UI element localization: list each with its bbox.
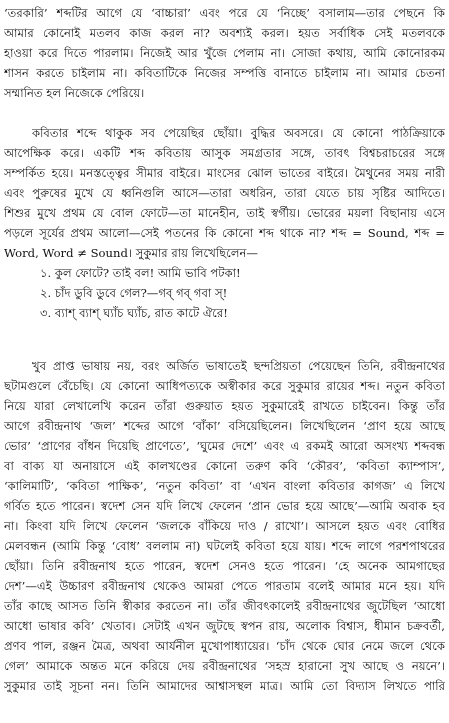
paragraph-2-line-1: কবিতার শব্দে থাকুক সব পেয়েছির ছোঁয়া। বুদ্ধির অবসরে। যে কোনো পাঠক্রিয়াকে — [32, 126, 445, 140]
paragraph-3-line-5: ভোর’ ‘প্রাণের বাঁধন দিয়েছি প্রাণেতে’, ‘ঘুমের দেশে’ এবং এ রকমই আরো অসংখ্য শব্দবন্ধ — [4, 439, 445, 453]
paragraph-2-line-6: পড়লে সূর্যের প্রথম আলো—সেই পতনের কি কোনো শব্দ থাকে না? শব্দ = Sound, শব্দ = — [4, 226, 445, 240]
paragraph-1-line-1: ‘তরকারি’ শব্দটির আগে যে ‘বাচ্চারা’ এবং পরে যে ‘নিচ্ছে’ বসালাম—তার পেছনে কি — [4, 6, 445, 20]
paragraph-2-line-3: সম্পর্কিত হয়ে। মনস্তত্ত্বের সীমার বাইরে। মাংসের ঝোল ভাতের বাইরে। মৈথুনের সময় নারী — [4, 166, 445, 180]
paragraph-3-line-8: গর্বিত হতে পারেন। স্বদেশ সেন যদি লিখে ফেলেন ‘প্রান ভোর হয়ে আছে’—আমি অবাক হব — [4, 499, 445, 513]
paragraph-3-line-2: ছটামগুলে বেঁচেছি। যে কোনো আধিপত্যকে অস্বীকার করে সুকুমার রায়ের শব্দ। নতুন কবিতা — [4, 379, 445, 393]
paragraph-3-line-13: তাঁর কাছে আসত তিনি স্বীকার করতেন না। তাঁর জীবৎকালেই রবীন্দ্রনাথের জুটেছিল ‘আধো — [4, 599, 445, 613]
paragraph-3-line-6: বা বাক্য যা অনায়াসে এই কালখণ্ডের কোনো তরুণ কবি ‘কৌরব’, ‘কবিতা ক্যাম্পাস’, — [4, 459, 445, 473]
paragraph-3-line-10: মেলবন্ধন (আমি কিন্তু ‘বোধ’ বললাম না) ঘটলেই কবিতা হয়ে যায়। শব্দে লাগে পরশপাথরের — [4, 539, 445, 553]
paragraph-3-line-16: গেল’ আমাকে অন্তত মনে করিয়ে দেয় রবীন্দ্রনাথের ‘সহস্র হারানো সুখ আছে ও নয়নে’। — [4, 659, 445, 673]
paragraph-1-line-3: হাওয়া করে দিতে পারলাম। নিজেই আর খুঁজে পেলাম না। সোজা কথায়, আমি কোনোরকম — [4, 46, 445, 60]
list-item-1: ১. কুল ফোটে? তাই বল! আমি ভাবি পটকা! — [40, 266, 241, 280]
paragraph-3-line-9: না। কিংবা যদি লিখে ফেলেন ‘জলকে বাঁকিয়ে দাও / রাখো’। আসলে হয়ত এবং বোধির — [4, 519, 445, 533]
list-item-2: ২. চাঁদ ডুবি ডুবে গেল?—গব্ গব্ গবা স্! — [40, 286, 228, 300]
paragraph-2-line-2: আপেক্ষিক করে। একটি শব্দ কবিতায় আসুক সমগ্রতার সঙ্গে, তাবৎ বিশ্বচরাচরের সঙ্গে — [4, 146, 445, 160]
paragraph-1-line-5: সম্মানিত হল নিজেকে পেরিয়ে। — [4, 86, 145, 100]
document-page — [4, 3, 445, 719]
paragraph-3-line-15: প্রণব পাল, রঞ্জন মৈত্র, অথবা আর্যনীল মুখোপাধ্যায়ের। ‘চাঁদ থেকে ঘোর নেমে জলে থেকে — [4, 639, 445, 653]
paragraph-3-line-12: দেশ’—এই উচ্চারণ রবীন্দ্রনাথ থেকেও আমরা পেতে পারতাম বলেই আমার মনে হয়। যদি — [4, 579, 445, 593]
paragraph-2-line-7: Word, Word ≠ Sound। সুকুমার রায় লিখেছিলেন— — [4, 246, 258, 260]
paragraph-2-line-5: শিশুর মুখে প্রথম যে বোল ফোটে—তা মানেহীন, তাই স্বর্গীয়। ভোরের ময়লা বিছানায় এসে — [4, 206, 445, 220]
paragraph-1-line-4: শাসন করতে চাইলাম না। কবিতাটিকে নিজের সম্পত্তি বানাতে চাইলাম না। আমার চেতনা — [4, 66, 445, 80]
list-item-3: ৩. ব্যাশ্ ব্যাশ্ ঘ্যাঁচ ঘ্যাঁচ, রাত কাটে ঐরে! — [40, 306, 228, 320]
paragraph-3-line-1: খুব প্রাপ্ত ভাষায় নয়, বরং অর্জিত ভাষাতেই ছন্দপ্রিয়তা পেয়েছেন তিনি, রবীন্দ্রনাথের — [32, 359, 445, 373]
paragraph-3-line-11: ছোঁয়া। তিনি রবীন্দ্রনাথ হতে পারেন, স্বদেশ সেনও হতে পারেন। ‘হে অনেক আমগাছের — [4, 559, 445, 573]
paragraph-3-line-7: ‘কালিমাটি’, ‘কবিতা পাক্ষিক’, ‘নতুন কবিতা’ বা ‘এখন বাংলা কবিতার কাগজ’ এ লিখে — [4, 479, 445, 493]
paragraph-3-line-14: আধো ভাষার কবি’ খেতাব। সেটাই এখন জুটছে স্বপন রায়, অলোক বিশ্বাস, ধীমান চক্রবর্তী, — [4, 619, 445, 633]
paragraph-1-line-2: আমার কোনোই মতলব কাজ করল না? অবশ্যই করল। হয়ত সর্বাধিক সেই মতলবকে — [4, 26, 445, 40]
paragraph-2-line-4: এবং পুরুষের মুখে যে ধ্বনিগুলি আসে—তারা অধরিন, তারা যেতে চায় সৃষ্টির আদিতে। — [4, 186, 445, 200]
paragraph-3-line-17: সুকুমার তাই সূচনা নন। তিনি আমাদের আশ্বাসস্থল মাত্র। আমি তো বিদ্যাস লিখতে পারি — [4, 679, 445, 693]
paragraph-3-line-4: আগে রবীন্দ্রনাথ ‘জল’ শব্দের আগে ‘বাঁকা’ বসিয়েছিলেন। লিখেছিলেন ‘প্রাণ হয়ে আছে — [4, 419, 445, 433]
paragraph-3-line-3: নিয়ে যারা লেখালেখি করেন তাঁরা গুরুয়াত হয়ত সুকুমারেই রাখতে চাইবেন। কিন্তু তাঁর — [4, 399, 445, 413]
